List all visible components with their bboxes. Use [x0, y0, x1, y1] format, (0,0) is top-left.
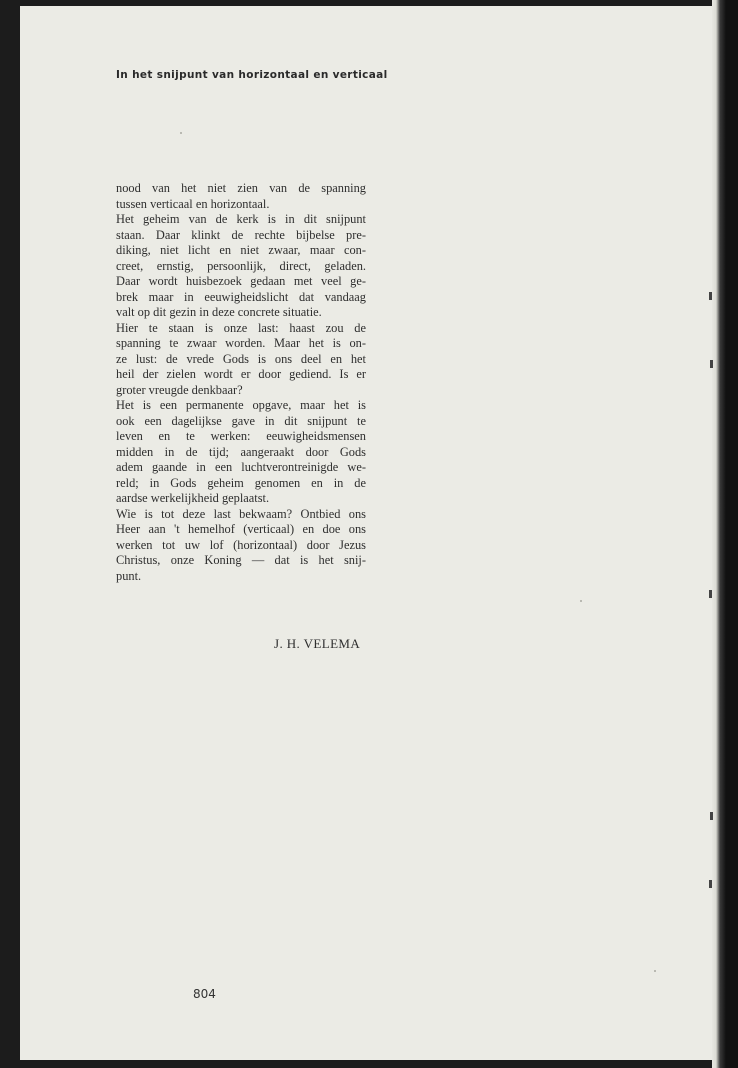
body-line: midden in de tijd; aangeraakt door Gods	[116, 444, 366, 459]
body-line: leven en te werken: eeuwigheidsmensen	[116, 429, 366, 443]
body-line: Christus, onze Koning — dat is het snij-	[116, 553, 366, 567]
body-line: Wie is tot deze last bekwaam? Ontbied ons	[116, 506, 366, 521]
body-line: reld; in Gods geheim genomen en in de	[116, 475, 366, 490]
author-signature: J. H. VELEMA	[274, 636, 361, 651]
running-header: In het snijpunt van horizontaal en verticaal	[116, 69, 388, 81]
body-line: Het is een permanente opgave, maar het is	[116, 398, 366, 412]
body-line: nood van het niet zien van de spanning	[116, 181, 366, 195]
body-line: brek maar in eeuwigheidslicht dat vandaag	[116, 289, 366, 304]
edge-mark	[709, 292, 712, 300]
body-line: spanning te zwaar worden. Maar het is on-	[116, 336, 366, 350]
paper-speck	[180, 132, 182, 134]
edge-mark	[709, 880, 712, 888]
edge-mark	[709, 590, 712, 598]
body-line: valt op dit gezin in deze concrete situatie.	[116, 305, 322, 319]
edge-mark	[710, 360, 713, 368]
body-line: Daar wordt huisbezoek gedaan met veel ge-	[116, 274, 366, 288]
body-line: punt.	[116, 568, 142, 583]
body-line: ze lust: de vrede Gods is ons deel en het	[116, 351, 366, 366]
body-line: Het geheim van de kerk is in dit snijpunt	[116, 212, 366, 226]
body-line: adem gaande in een luchtverontreinigde we-	[116, 460, 366, 474]
body-line: groter vreugde denkbaar?	[116, 382, 243, 397]
body-line: Heer aan 't hemelhof (verticaal) en doe ons	[116, 522, 366, 536]
body-line: creet, ernstig, persoonlijk, direct, geladen.	[116, 258, 366, 273]
body-line: Hier te staan is onze last: haast zou de	[116, 320, 366, 335]
body-line: staan. Daar klinkt de rechte bijbelse pre-	[116, 227, 366, 242]
body-line: diking, niet licht en niet zwaar, maar con-	[116, 243, 366, 257]
body-line: werken tot uw lof (horizontaal) door Jezus	[116, 537, 366, 552]
article-body	[116, 181, 366, 584]
edge-mark	[710, 812, 713, 820]
page-edge-shadow	[712, 0, 738, 1068]
body-line: tussen verticaal en horizontaal.	[116, 196, 270, 211]
body-line: heil der zielen wordt er door gediend. Is er	[116, 367, 366, 381]
page-number: 804	[193, 987, 216, 1001]
body-line: aardse werkelijkheid geplaatst.	[116, 491, 270, 505]
paper-speck	[654, 970, 656, 972]
paper-speck	[580, 600, 582, 602]
body-line: ook een dagelijkse gave in dit snijpunt te	[116, 413, 366, 428]
